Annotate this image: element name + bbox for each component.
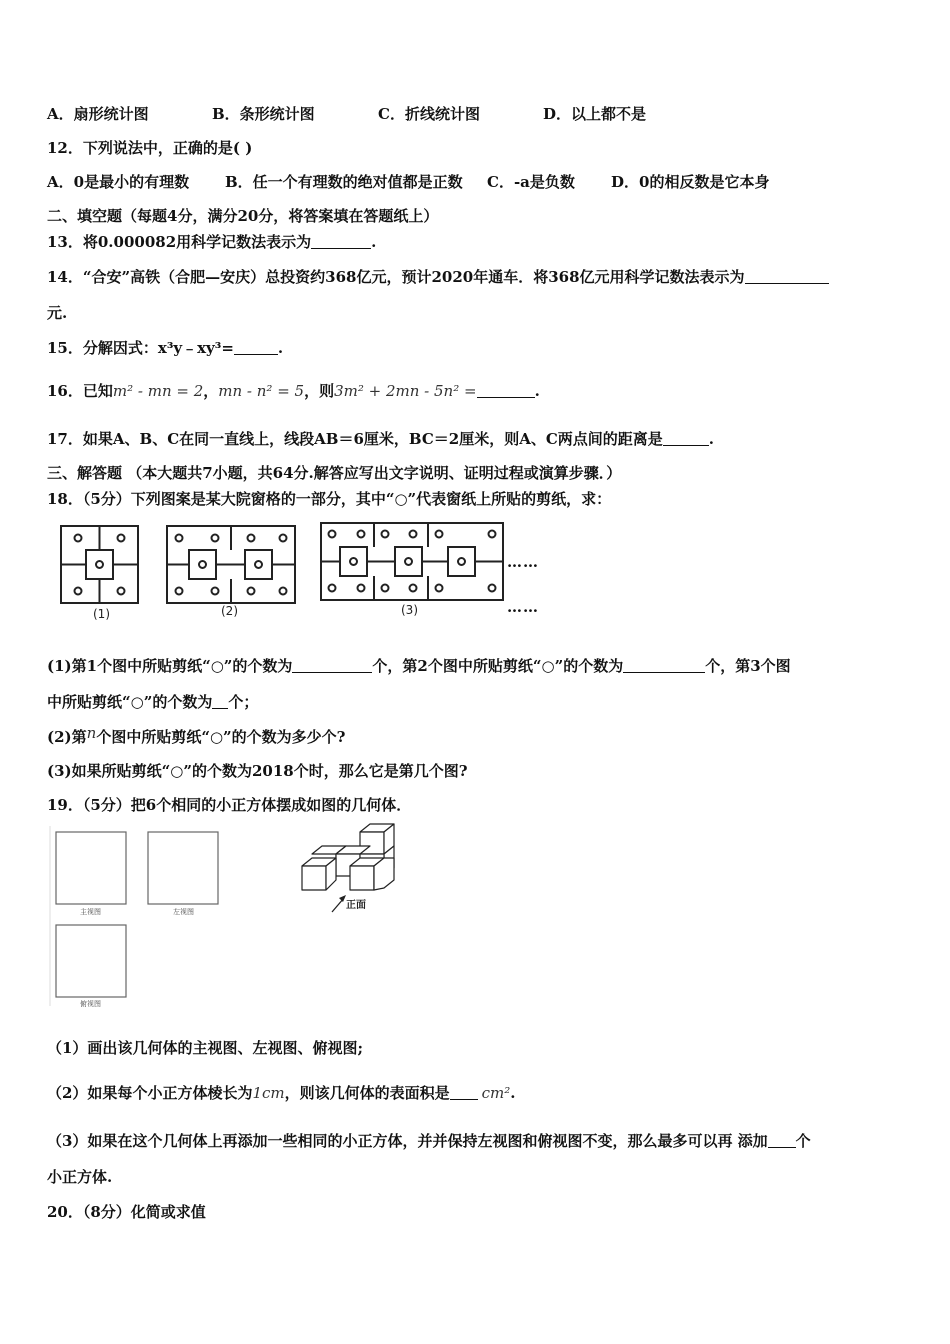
q11-options <box>47 103 646 124</box>
q19-part3-cont: 小正方体. <box>47 1168 113 1186</box>
pattern-ellipsis-bottom: …… <box>507 598 539 616</box>
q12-stem: 12．下列说法中，正确的是( ) <box>47 139 253 157</box>
q16-end: . <box>534 382 540 400</box>
q16-answer-blank <box>477 383 535 398</box>
pattern-label-1: (1) <box>93 607 110 621</box>
q18-part3: (3)如果所贴剪纸“○”的个数为2018个时，那么它是第几个图? <box>47 762 468 780</box>
window-pattern-figure <box>55 518 505 624</box>
q16-equation-1: m² - mn = 2 <box>112 382 204 400</box>
q18-blank-2 <box>623 658 705 673</box>
q16-equation-3: 3m² + 2mn - 5n² = <box>334 382 477 400</box>
q14 <box>47 266 829 287</box>
q16-equation-2: mn - n² = 5 <box>218 382 305 400</box>
q12-option-c: C．-a是负数 <box>487 173 575 191</box>
q17-text: 17．如果A、B、C在同一直线上，线段AB＝6厘米，BC＝2厘米，则A、C两点间的距离是 <box>47 430 663 448</box>
q18-part2-text-b: 个图中所贴剪纸“○”的个数为多少个? <box>96 728 346 746</box>
q18-part1-text-a: (1)第1个图中所贴剪纸“○”的个数为 <box>47 657 293 675</box>
q19-part3-text-b: 个 <box>795 1132 811 1150</box>
q18-part1-cont <box>47 691 258 712</box>
q19-part2-unit: 1cm <box>252 1084 285 1102</box>
q19-area-blank <box>450 1085 478 1100</box>
q14-answer-blank <box>745 269 829 284</box>
q19-stem: 19．（5分）把6个相同的小正方体摆成如图的几何体． <box>47 796 412 814</box>
q13 <box>47 231 376 252</box>
q12-option-d: D．0的相反数是它本身 <box>611 173 770 191</box>
q18-part1-text-c: 个，第3个图 <box>705 657 791 675</box>
q14-cont: 元. <box>47 304 68 322</box>
pattern-ellipsis-top: …… <box>507 553 539 571</box>
q19-part2-end: . <box>510 1084 516 1102</box>
three-views-answer-area <box>48 824 238 1010</box>
q18-part1-text-e: 个； <box>228 693 259 711</box>
q19-part3 <box>47 1130 811 1151</box>
q18-part2-text-a: (2)第 <box>47 728 87 746</box>
section3-title: 三、解答题 （本大题共7小题，共64分.解答应写出文字说明、证明过程或演算步骤．） <box>47 464 622 482</box>
cube-solid-figure <box>296 820 408 916</box>
q19-part2-text-a: （2）如果每个小正方体棱长为 <box>47 1084 253 1102</box>
q11-option-c: C．折线统计图 <box>378 105 480 123</box>
q19-part1: （1）画出该几何体的主视图、左视图、俯视图; <box>47 1039 363 1057</box>
q19-part3-text-a: （3）如果在这个几何体上再添加一些相同的小正方体，并并保持左视图和俯视图不变，那么最多可以再 添加 <box>47 1132 768 1150</box>
q18-part1-text-d: 中所贴剪纸“○”的个数为 <box>47 693 213 711</box>
q15-answer-blank <box>234 340 278 355</box>
q13-text: 13．将0.000082用科学记数法表示为 <box>47 233 312 251</box>
section2-title: 二、填空题（每题4分，满分20分，将答案填在答题纸上） <box>47 207 439 225</box>
q11-option-d: D．以上都不是 <box>543 105 647 123</box>
top-view-label: 俯视图 <box>80 1000 101 1008</box>
q16-prefix: 16．已知 <box>47 382 113 400</box>
q17-answer-blank <box>663 431 709 446</box>
q20-stem: 20．（8分）化简或求值 <box>47 1203 206 1221</box>
top-view-box <box>56 925 126 997</box>
left-view-label: 左视图 <box>173 908 194 916</box>
pattern-label-2: (2) <box>221 604 238 618</box>
q11-option-a: A．扇形统计图 <box>47 105 149 123</box>
q19-part2 <box>47 1082 516 1103</box>
q17 <box>47 428 714 449</box>
q18-blank-3 <box>212 694 228 709</box>
q18-part2-n: n <box>86 724 97 742</box>
q19-count-blank <box>768 1133 796 1148</box>
front-arrow-head <box>339 895 346 902</box>
q18-part2 <box>47 726 345 747</box>
q12-option-a: A．0是最小的有理数 <box>47 173 190 191</box>
front-view-box <box>56 832 126 904</box>
q15 <box>47 337 283 358</box>
q18-part1 <box>47 655 791 676</box>
q13-end: . <box>371 233 377 251</box>
q16-then: ，则 <box>304 382 335 400</box>
front-direction-label: 正面 <box>346 900 366 911</box>
q16 <box>47 380 540 401</box>
pattern-label-3: (3) <box>401 603 418 617</box>
q15-prefix: 15．分解因式： <box>47 339 158 357</box>
q16-sep: ， <box>203 382 219 400</box>
q12-options <box>47 171 769 192</box>
q13-answer-blank <box>311 234 371 249</box>
q11-option-b: B．条形统计图 <box>212 105 315 123</box>
cube-front-right <box>350 866 374 890</box>
left-view-box <box>148 832 218 904</box>
q18-stem: 18．（5分）下列图案是某大院窗格的一部分，其中“○”代表窗纸上所贴的剪纸，求： <box>47 490 612 508</box>
q15-expression: x³y﹣xy³= <box>157 339 234 357</box>
q19-part2-unit2: cm² <box>481 1084 511 1102</box>
q18-blank-1 <box>292 658 372 673</box>
q12-option-b: B．任一个有理数的绝对值都是正数 <box>225 173 463 191</box>
front-view-label: 主视图 <box>80 908 101 916</box>
q14-text: 14．“合安”高铁（合肥—安庆）总投资约368亿元，预计2020年通车．将368亿元用科学记数法表示为 <box>47 268 745 286</box>
q15-end: . <box>277 339 284 357</box>
cube-front-left <box>302 866 326 890</box>
q18-part1-text-b: 个，第2个图中所贴剪纸“○”的个数为 <box>372 657 624 675</box>
q19-part2-text-b: ，则该几何体的表面积是 <box>284 1084 450 1102</box>
q17-end: . <box>708 430 715 448</box>
